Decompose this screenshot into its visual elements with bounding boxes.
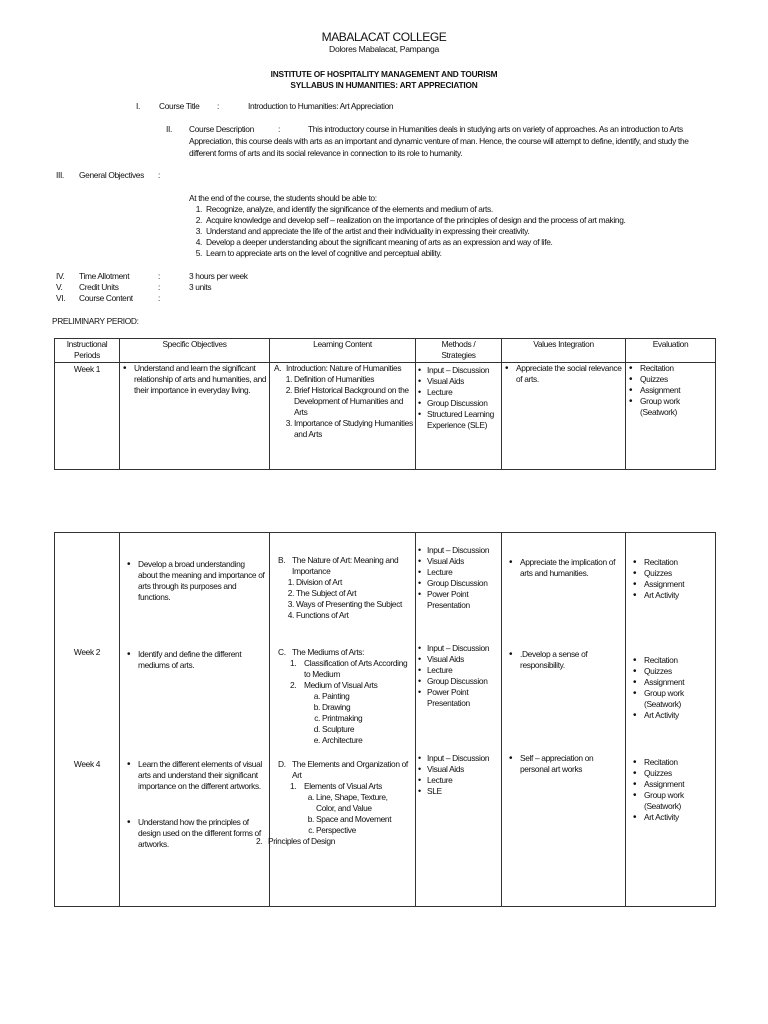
objective-item: 3. Understand and appreciate the life of the artist and their individuality in expressing their creativity. xyxy=(204,226,744,237)
description-line: different forms of arts and its social relevance in connection to its role to humanity. xyxy=(189,148,463,158)
method-item: • Visual Aids xyxy=(427,556,500,567)
section-number: VI. xyxy=(56,293,66,303)
content-item: 2. The Subject of Art xyxy=(296,588,413,599)
evaluation-item: • Assignment xyxy=(640,385,715,396)
credit-units-value: 3 units xyxy=(189,282,212,292)
week-label: Week 4 xyxy=(73,759,101,769)
content-subitem: e. Architecture xyxy=(322,735,413,746)
values-list xyxy=(506,649,621,671)
objective-item: • Understand how the principles of design used on the different forms of artworks. xyxy=(138,817,265,850)
table-row xyxy=(55,533,716,907)
description-line: Appreciation, this course deals with arts as an important and dynamic venture of man. Hence, the course will attempt to define, identify, and study the xyxy=(189,136,689,146)
method-item: • Input – Discussion xyxy=(427,753,500,764)
method-item: • Input – Discussion xyxy=(427,545,500,556)
content-subitem: a. Painting xyxy=(322,691,413,702)
objective-item: • Understand and learn the significant relationship of arts and humanities, and their importance in everyday living. xyxy=(134,363,269,396)
values-list xyxy=(506,557,621,579)
evaluation-item: • Recitation xyxy=(644,655,713,666)
evaluation-item: • Art Activity xyxy=(644,590,713,601)
method-item: • Lecture xyxy=(427,665,500,676)
method-item: • Visual Aids xyxy=(427,376,500,387)
objectives-list xyxy=(124,559,265,603)
method-item: • Input – Discussion xyxy=(427,643,500,654)
method-item: • Group Discussion xyxy=(427,398,500,409)
section-colon: : xyxy=(158,271,160,281)
method-item: • Group Discussion xyxy=(427,676,500,687)
column-header: Evaluation xyxy=(626,339,716,363)
evaluation-item: • Art Activity xyxy=(644,710,713,721)
content-block-d xyxy=(256,759,413,847)
content-item: 4. Functions of Art xyxy=(296,610,413,621)
objective-item: • Develop a broad understanding about the meaning and importance of arts through its purposes and functions. xyxy=(138,559,265,603)
values-item: • Appreciate the social relevance of arts. xyxy=(516,363,625,385)
evaluation-item: • Art Activity xyxy=(644,812,713,823)
objective-item: • Identify and define the different mediums of arts. xyxy=(138,649,265,671)
objective-item: • Learn the different elements of visual arts and understand their significant importance on the different artworks. xyxy=(138,759,265,792)
section-label: Credit Units xyxy=(79,282,119,292)
week-label: Week 2 xyxy=(73,647,101,657)
column-header: Methods / Strategies xyxy=(416,339,502,363)
evaluation-item: • Assignment xyxy=(644,677,713,688)
table-header-row xyxy=(55,339,716,363)
evaluation-list xyxy=(630,757,713,823)
evaluation-item: • Quizzes xyxy=(644,666,713,677)
content-heading: D. The Elements and Organization of Art xyxy=(278,759,408,780)
content-list xyxy=(276,577,413,621)
content-subitem: b. Space and Movement xyxy=(316,814,396,825)
content-heading: C. The Mediums of Arts: xyxy=(278,647,365,657)
values-item: • .Develop a sense of responsibility. xyxy=(520,649,621,671)
content-item: 2. Medium of Visual Arts xyxy=(290,680,378,690)
content-subitem: c. Perspective xyxy=(316,825,396,836)
section-colon: : xyxy=(158,170,160,180)
section-colon: : xyxy=(158,293,160,303)
objectives-list xyxy=(189,204,744,259)
content-list xyxy=(270,374,415,440)
objective-item: 2. Acquire knowledge and develop self – realization on the importance of the principles of design and the process of art making. xyxy=(204,215,744,226)
column-header: Instructional Periods xyxy=(55,339,120,363)
evaluation-item: • Quizzes xyxy=(644,568,713,579)
evaluation-cell xyxy=(626,533,716,907)
syllabus-title: SYLLABUS IN HUMANITIES: ART APPRECIATION xyxy=(290,80,478,90)
content-item: 1. Definition of Humanities xyxy=(294,374,415,385)
method-item: • Input – Discussion xyxy=(427,365,500,376)
evaluation-item: • Quizzes xyxy=(640,374,715,385)
course-title-value: Introduction to Humanities: Art Appreciation xyxy=(248,101,394,111)
method-item: • Group Discussion xyxy=(427,578,500,589)
evaluation-list xyxy=(630,655,713,721)
values-cell xyxy=(502,533,626,907)
method-item: • Visual Aids xyxy=(427,654,500,665)
syllabus-table-2 xyxy=(54,532,716,907)
evaluation-item: • Assignment xyxy=(644,779,713,790)
content-item: 2. Brief Historical Background on the Development of Humanities and Arts xyxy=(294,385,415,418)
section-label: Time Allotment xyxy=(79,271,130,281)
evaluation-item: • Group work (Seatwork) xyxy=(640,396,715,418)
values-list xyxy=(506,753,621,775)
values-item: • Appreciate the implication of arts and humanities. xyxy=(520,557,621,579)
section-colon: : xyxy=(278,124,280,134)
content-subitem: c. Printmaking xyxy=(322,713,413,724)
evaluation-item: • Recitation xyxy=(644,757,713,768)
content-item: 2. Principles of Design xyxy=(256,836,336,846)
content-block-b xyxy=(276,555,413,621)
content-item: 3. Importance of Studying Humanities and Arts xyxy=(294,418,415,440)
evaluation-item: • Group work (Seatwork) xyxy=(644,790,713,812)
section-label: Course Content xyxy=(79,293,133,303)
content-item: 1. Division of Art xyxy=(296,577,413,588)
method-item: • Power Point Presentation xyxy=(427,687,500,709)
column-header: Specific Objectives xyxy=(120,339,270,363)
objectives-cell xyxy=(120,533,270,907)
methods-list xyxy=(417,545,500,611)
section-label: General Objectives xyxy=(79,170,144,180)
time-allotment-value: 3 hours per week xyxy=(189,271,248,281)
college-address: Dolores Mabalacat, Pampanga xyxy=(329,44,439,54)
evaluation-item: • Quizzes xyxy=(644,768,713,779)
description-line: This introductory course in Humanities deals in studying arts on variety of approaches. As an introduction to Arts xyxy=(308,124,683,134)
section-number: V. xyxy=(56,282,63,292)
syllabus-table-1 xyxy=(54,338,716,470)
section-colon: : xyxy=(158,282,160,292)
column-header: Values Integration xyxy=(502,339,626,363)
values-cell xyxy=(502,363,626,470)
evaluation-cell xyxy=(626,363,716,470)
evaluation-item: • Assignment xyxy=(644,579,713,590)
method-item: • Lecture xyxy=(427,567,500,578)
objective-item: 5. Learn to appreciate arts on the level of cognitive and perceptual ability. xyxy=(204,248,744,259)
content-sublist xyxy=(276,792,396,836)
section-number: II. xyxy=(166,124,172,134)
evaluation-item: • Recitation xyxy=(644,557,713,568)
column-header: Learning Content xyxy=(270,339,416,363)
section-colon: : xyxy=(217,101,219,111)
content-sublist xyxy=(276,691,413,746)
content-block-c xyxy=(276,647,413,746)
method-item: • Visual Aids xyxy=(427,764,500,775)
section-number: III. xyxy=(56,170,64,180)
section-label: Course Title xyxy=(159,101,200,111)
method-item: • Lecture xyxy=(427,387,500,398)
objectives-intro: At the end of the course, the students should be able to: xyxy=(189,193,377,203)
method-item: • SLE xyxy=(427,786,500,797)
section-number: I. xyxy=(136,101,140,111)
methods-list xyxy=(417,753,500,797)
section-number: IV. xyxy=(56,271,65,281)
method-item: • Power Point Presentation xyxy=(427,589,500,611)
content-subitem: b. Drawing xyxy=(322,702,413,713)
evaluation-list xyxy=(626,363,715,418)
institute-name: INSTITUTE OF HOSPITALITY MANAGEMENT AND TOURISM xyxy=(270,69,498,79)
content-item: 1. Elements of Visual Arts xyxy=(290,781,382,791)
objective-item: 1. Recognize, analyze, and identify the significance of the elements and medium of arts. xyxy=(204,204,744,215)
methods-cell xyxy=(416,533,502,907)
week-cell: Week 1 xyxy=(55,363,120,470)
content-cell xyxy=(256,533,416,907)
section-label: Course Description xyxy=(189,124,254,134)
objectives-list xyxy=(124,759,265,792)
methods-list xyxy=(417,365,500,431)
objectives-list xyxy=(124,649,265,671)
objective-item: 4. Develop a deeper understanding about the significant meaning of arts as an expression and way of life. xyxy=(204,237,744,248)
objectives-cell xyxy=(120,363,270,470)
evaluation-item: • Group work (Seatwork) xyxy=(644,688,713,710)
method-item: • Lecture xyxy=(427,775,500,786)
evaluation-item: • Recitation xyxy=(640,363,715,374)
methods-cell xyxy=(416,363,502,470)
method-item: • Structured Learning Experience (SLE) xyxy=(427,409,500,431)
methods-list xyxy=(417,643,500,709)
evaluation-list xyxy=(630,557,713,601)
preliminary-period-label: PRELIMINARY PERIOD: xyxy=(52,316,139,326)
content-item: 3. Ways of Presenting the Subject xyxy=(296,599,413,610)
college-name: MABALACAT COLLEGE xyxy=(321,30,447,44)
content-subitem: a. Line, Shape, Texture, Color, and Value xyxy=(316,792,396,814)
content-subitem: d. Sculpture xyxy=(322,724,413,735)
content-heading: B. The Nature of Art: Meaning and Importance xyxy=(278,555,399,576)
objectives-list xyxy=(124,817,265,850)
content-heading: A. Introduction: Nature of Humanities xyxy=(274,363,402,373)
table-row xyxy=(55,363,716,470)
values-item: • Self – appreciation on personal art works xyxy=(520,753,621,775)
content-cell xyxy=(270,363,416,470)
content-item: 1. Classification of Arts According to Medium xyxy=(290,658,408,679)
week-cell xyxy=(55,533,120,907)
